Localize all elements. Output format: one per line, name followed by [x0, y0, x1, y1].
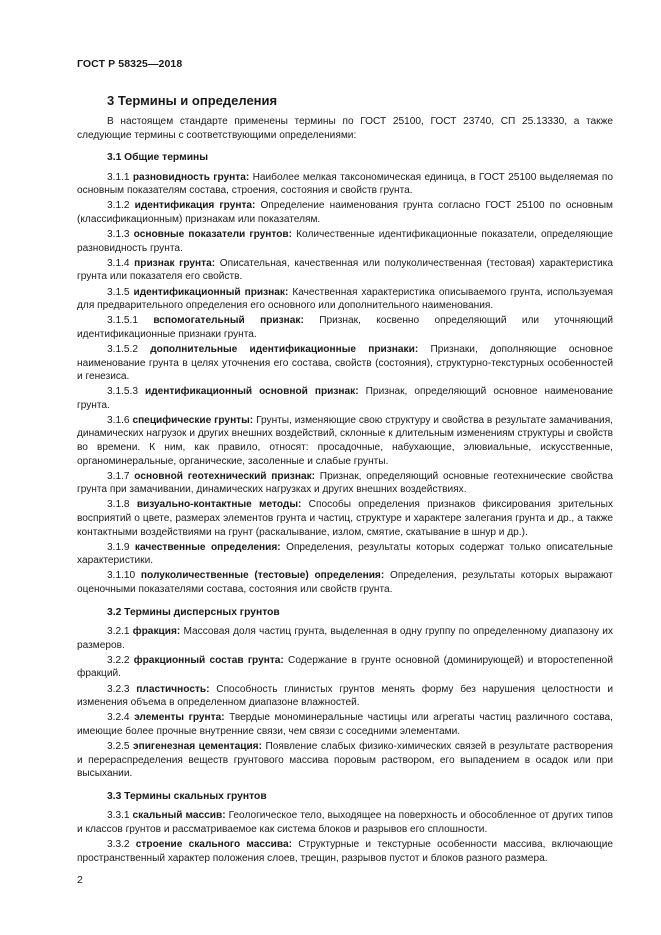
- term-definition: Наиболее мелкая таксономическая единица, в ГОСТ 25100 выделяемая по основным показателям состава, строения, состояния и свойств грунта.: [77, 171, 613, 197]
- term-name: признак грунта:: [134, 257, 216, 269]
- term-definition: Способность глинистых грунтов менять форму без нарушения целостности и изменения объема в определенном диапазоне влажностей.: [77, 683, 613, 709]
- term-number: 3.1.3: [107, 229, 130, 241]
- term-name: элементы грунта:: [134, 712, 225, 724]
- term-entry: [77, 498, 613, 539]
- term-number: 3.1.6: [107, 414, 130, 426]
- term-entry: [77, 343, 613, 384]
- term-definition: Появление слабых физико-химических связей в результате растворения и перераспределения веществ грунтового массива поровым раствором, его выпадением в осадок или при высыхании.: [77, 740, 613, 780]
- term-number: 3.1.4: [107, 257, 130, 269]
- term-number: 3.2.3: [107, 683, 130, 695]
- term-name: качественные определения:: [134, 541, 281, 553]
- subsection-title: 3.1 Общие термины: [107, 152, 209, 164]
- term-name: идентификационный признак:: [133, 286, 289, 298]
- term-name: идентификационный основной признак:: [145, 386, 359, 398]
- term-name: основные показатели грунтов:: [133, 229, 293, 241]
- term-definition: Признак, определяющий основные геотехнические свойства грунта при замачивании, динамических нагрузках и других внешних воздействиях.: [77, 470, 613, 496]
- page-number: 2: [77, 874, 83, 886]
- term-entry: [77, 711, 613, 738]
- term-number: 3.1.5.1: [107, 315, 138, 327]
- term-entry: [77, 257, 613, 284]
- term-number: 3.1.2: [107, 200, 130, 212]
- term-number: 3.1.5: [107, 286, 130, 298]
- term-entry: [77, 625, 613, 652]
- term-definition: Твердые мономинеральные частицы или агрегаты частиц различного состава, имеющие более прочные внутренние связи, чем связи с соседними элементами.: [77, 712, 613, 737]
- term-name: идентификация грунта:: [134, 200, 256, 212]
- term-entry: [77, 654, 613, 681]
- term-name: специфические грунты:: [132, 414, 254, 426]
- term-definition: Грунты, изменяющие свою структуру и свойства в результате замачивания, динамических нагрузок и других внешних воздействий, склонные к длительным изменениям структуры и свойств во времени. К ним, как правило, относят: просадочные, набухающие, элювиальные, искусственные, органоминеральные, органические, засоленные и слабые грунты.: [77, 414, 613, 467]
- term-definition: Качественная характеристика описываемого грунта, используемая для предварительного определения его основного или дополнительного наименования.: [77, 286, 613, 312]
- term-number: 3.1.5.2: [107, 343, 138, 355]
- term-definition: Структурные и текстурные особенности массива, включающие пространственный характер положения слоев, трещин, разрывов пустот и блоков разного размера.: [77, 839, 613, 864]
- term-definition: Признаки, дополняющие основное наименование грунта в целях уточнения его состава, свойств (состояния), структурно-текстурных особенностей и генезиса.: [77, 343, 613, 383]
- term-entry: [77, 541, 613, 568]
- term-entry: [77, 470, 613, 497]
- term-definition: Количественные идентификационные показатели, определяющие разновидность грунта.: [77, 229, 613, 254]
- term-entry: [77, 228, 613, 255]
- term-entry: [77, 385, 613, 412]
- term-entry: [77, 286, 613, 313]
- term-entry: [77, 314, 613, 341]
- term-number: 3.2.5: [107, 740, 130, 752]
- term-name: основной геотехнический признак:: [134, 470, 316, 482]
- term-definition: Способы определения признаков фиксирования зрительных восприятий о цвете, размерах элементов грунта и частиц, структуре и характере залегания грунта и др., а также контактными воздействиями на грунт (раскалывание, излом, смятие, скатывание в шнур и др.).: [77, 499, 613, 538]
- section-title: 3 Термины и определения: [107, 93, 278, 108]
- term-number: 3.2.1: [107, 626, 130, 638]
- term-entry: [77, 171, 613, 198]
- term-definition: Геологическое тело, выходящее на поверхность и обособленное от других типов и классов грунтов и рассматриваемое как система блоков и разрывов его сплошности.: [77, 810, 613, 835]
- term-definition: Содержание в грунте основной (доминирующей) и второстепенной фракций.: [77, 654, 613, 680]
- term-name: вспомогательный признак:: [153, 315, 304, 327]
- term-number: 3.1.8: [107, 499, 130, 511]
- term-number: 3.1.10: [107, 570, 136, 582]
- term-name: визуально-контактные методы:: [136, 499, 302, 511]
- term-name: дополнительные идентификационные признаки:: [150, 343, 419, 355]
- term-number: 3.3.2: [107, 839, 130, 850]
- term-name: эпигенезная цементация:: [133, 740, 262, 752]
- term-definition: Признак, косвенно определяющий или уточняющий идентификационные признаки грунта.: [77, 315, 613, 340]
- term-entry: [77, 569, 613, 596]
- term-number: 3.3.1: [107, 810, 130, 822]
- term-definition: Массовая доля частиц грунта, выделенная в одну группу по определенному диапазону их размеров.: [77, 626, 613, 651]
- term-number: 3.1.5.3: [107, 386, 138, 398]
- document-header: ГОСТ Р 58325—2018: [77, 58, 183, 70]
- term-number: 3.1.7: [107, 470, 130, 482]
- term-definition: Определения, результаты которых содержат только описательные характеристики.: [77, 541, 613, 567]
- section-intro: В настоящем стандарте применены термины по ГОСТ 25100, ГОСТ 23740, СП 25.13330, а также следующие термины с соответствующими определениями:: [77, 116, 613, 141]
- term-entry: [77, 740, 613, 781]
- term-entry: [77, 683, 613, 710]
- subsection-title: 3.3 Термины скальных грунтов: [107, 790, 267, 802]
- term-entry: [77, 838, 613, 865]
- term-name: строение скального массива:: [135, 839, 292, 850]
- subsections-container: [77, 151, 613, 865]
- term-definition: Определения, результаты которых выражают оценочными показателями состава, состояния или свойств грунта.: [77, 570, 613, 595]
- term-name: пластичность:: [136, 683, 210, 695]
- term-name: фракционный состав грунта:: [133, 654, 284, 666]
- term-number: 3.1.9: [107, 541, 130, 553]
- term-number: 3.2.2: [107, 654, 130, 666]
- term-number: 3.1.1: [107, 171, 130, 183]
- document-body: [77, 86, 613, 867]
- term-number: 3.2.4: [107, 712, 130, 724]
- term-definition: Описательная, качественная или полуколичественная (тестовая) характеристика грунта или показателя его свойств.: [77, 257, 613, 283]
- term-name: разновидность грунта:: [132, 171, 250, 183]
- term-name: полуколичественные (тестовые) определения:: [140, 570, 385, 582]
- term-name: скальный массив:: [132, 810, 226, 822]
- term-definition: Определение наименования грунта согласно ГОСТ 25100 по основным (классификационным) признакам или показателям.: [77, 200, 613, 226]
- subsection-title: 3.2 Термины дисперсных грунтов: [107, 606, 280, 618]
- term-entry: [77, 199, 613, 226]
- term-definition: Признак, определяющий основное наименование грунта.: [77, 386, 613, 411]
- term-entry: [77, 809, 613, 836]
- term-entry: [77, 414, 613, 468]
- term-name: фракция:: [132, 626, 181, 638]
